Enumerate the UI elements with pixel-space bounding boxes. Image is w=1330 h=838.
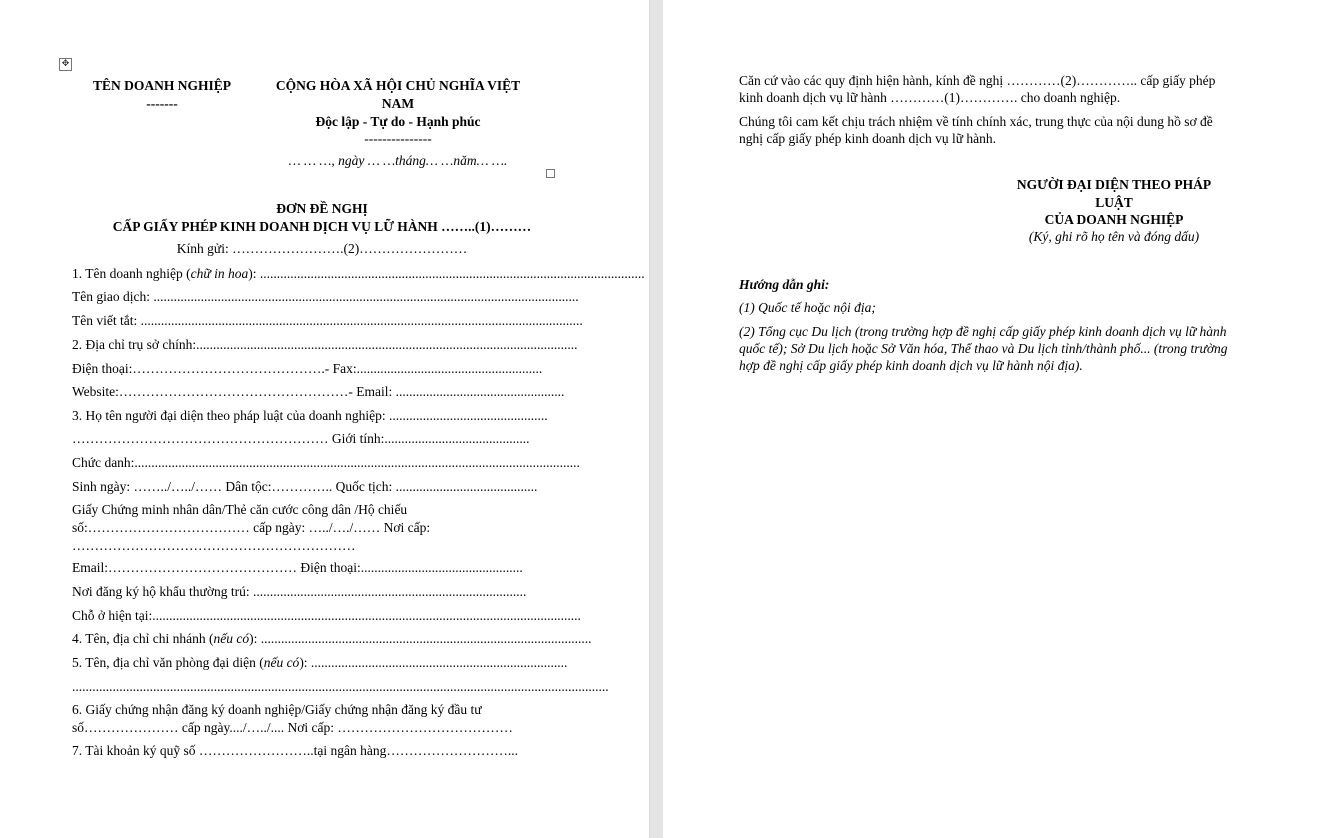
field-business-registration-line2[interactable]: số………………… cấp ngày..../…../.... Nơi cấp: ………………………………… [72,720,513,735]
motto-dash: --------------- [364,131,432,146]
guide-note-1: (1) Quốc tế hoặc nội địa; [739,300,876,315]
form-subtitle: CẤP GIẤY PHÉP KINH DOANH DỊCH VỤ LỮ HÀNH ……..(1)……… [112,219,532,234]
field-representative-office[interactable] [72,655,570,671]
date-line: … … …, ngày … …tháng… …năm… …. [288,153,508,168]
field-website-email[interactable]: Website:……………………………………………- Email: .................................................. [72,384,565,399]
guide-title: Hướng dẫn ghi: [739,277,830,292]
field-id-card-line2[interactable]: số:……………………………… cấp ngày: …../…./…… Nơi cấp: [72,520,431,535]
page-gutter-right-edge [650,0,663,838]
field-abbreviation[interactable]: Tên viết tắt: ................................................................................................................................... [72,313,583,328]
resize-square-icon[interactable] [546,169,555,178]
field-position[interactable]: Chức danh:.................................................................................................................................... [72,455,580,470]
field-company-name[interactable] [72,266,645,282]
company-name-label: TÊN DOANH NGHIỆP [92,78,231,93]
form-title: ĐƠN ĐỀ NGHỊ [276,201,368,216]
company-dash: ------- [146,96,178,111]
field-note: nếu có [213,631,250,646]
field-note: nếu có [263,655,300,670]
field-branch[interactable] [72,631,592,647]
field-current-residence[interactable]: Chỗ ở hiện tại:............................................................................................................................... [72,608,581,623]
document-page-2 [664,0,1330,838]
field-label: 1. Tên doanh nghiệp ( [72,266,191,281]
motto: Độc lập - Tự do - Hạnh phúc [315,114,481,129]
request-paragraph: Căn cứ vào các quy định hiện hành, kính đề nghị …………(2)………….. cấp giấy phép kinh doanh dịch vụ lữ hành …………(1)…………. cho doanh nghiệp. [739,73,1216,105]
field-business-registration-line1[interactable]: 6. Giấy chứng nhận đăng ký doanh nghiệp/Giấy chứng nhận đăng ký đầu tư [72,702,482,717]
signature-title-line1: NGƯỜI ĐẠI DIỆN THEO PHÁP [1016,177,1212,192]
field-label: 5. Tên, địa chỉ văn phòng đại diện ( [72,655,264,670]
nation-title-line2: NAM [381,96,415,111]
field-representative-office-cont[interactable]: ............................................................................................................................................................... [72,679,609,694]
move-arrows-icon[interactable]: ✥ [59,58,72,71]
field-id-card-line1[interactable]: Giấy Chứng minh nhân dân/Thẻ căn cước công dân /Hộ chiếu [72,502,408,517]
field-fill: ): .................................................................................................................. [248,266,645,281]
recipient-line: Kính gửi: …………………….(2)…………………… [176,241,468,256]
field-phone-fax[interactable]: Điện thoại:…………………………………….- Fax:....................................................... [72,361,543,376]
field-legal-representative[interactable]: 3. Họ tên người đại diện theo pháp luật của doanh nghiệp: ............................................... [72,408,548,423]
field-head-office[interactable]: 2. Địa chỉ trụ sở chính:................................................................................................................. [72,337,578,352]
field-permanent-residence[interactable]: Nơi đăng ký hộ khẩu thường trú: ................................................................................. [72,584,527,599]
nation-title: CỘNG HÒA XÃ HỘI CHỦ NGHĨA VIỆT [275,78,521,93]
field-deposit-account[interactable]: 7. Tài khoản ký quỹ số ……………………..tại ngân hàng………………………... [72,743,518,758]
field-fill: ): .................................................................................................. [249,631,592,646]
document-page-1 [0,0,649,838]
signature-title-line3: CỦA DOANH NGHIỆP [1044,212,1184,227]
field-trade-name[interactable]: Tên giao dịch: .............................................................................................................................. [72,289,579,304]
guide-note-2: (2) Tổng cục Du lịch (trong trường hợp đề nghị cấp giấy phép kinh doanh dịch vụ lữ hành quốc tế); Sở Du lịch hoặc Sở Văn hóa, Thể thao và Du lịch tỉnh/thành phố... (trong trường hợp đề nghị cấp giấy phép kinh doanh dịch vụ lữ hành nội địa). [739,324,1228,373]
signature-title-line2: LUẬT [1095,195,1133,210]
field-label: 4. Tên, địa chỉ chi nhánh ( [72,631,214,646]
commitment-paragraph: Chúng tôi cam kết chịu trách nhiệm về tính chính xác, trung thực của nội dung hồ sơ đề nghị cấp giấy phép kinh doanh dịch vụ lữ hành. [739,114,1213,146]
signature-note: (Ký, ghi rõ họ tên và đóng dấu) [1028,229,1200,244]
field-gender[interactable]: ………………………………………………… Giới tính:........................................... [72,431,530,446]
field-note: chữ in hoa [190,266,249,281]
field-id-card-line3[interactable]: ……………………………………………………… [72,538,356,553]
field-birth-ethnic-nationality[interactable]: Sinh ngày: ……../…../…… Dân tộc:………….. Quốc tịch: .......................................... [72,479,538,494]
field-email-phone[interactable]: Email:…………………………………… Điện thoại:................................................ [72,560,523,575]
field-fill: ): ............................................................................ [299,655,568,670]
